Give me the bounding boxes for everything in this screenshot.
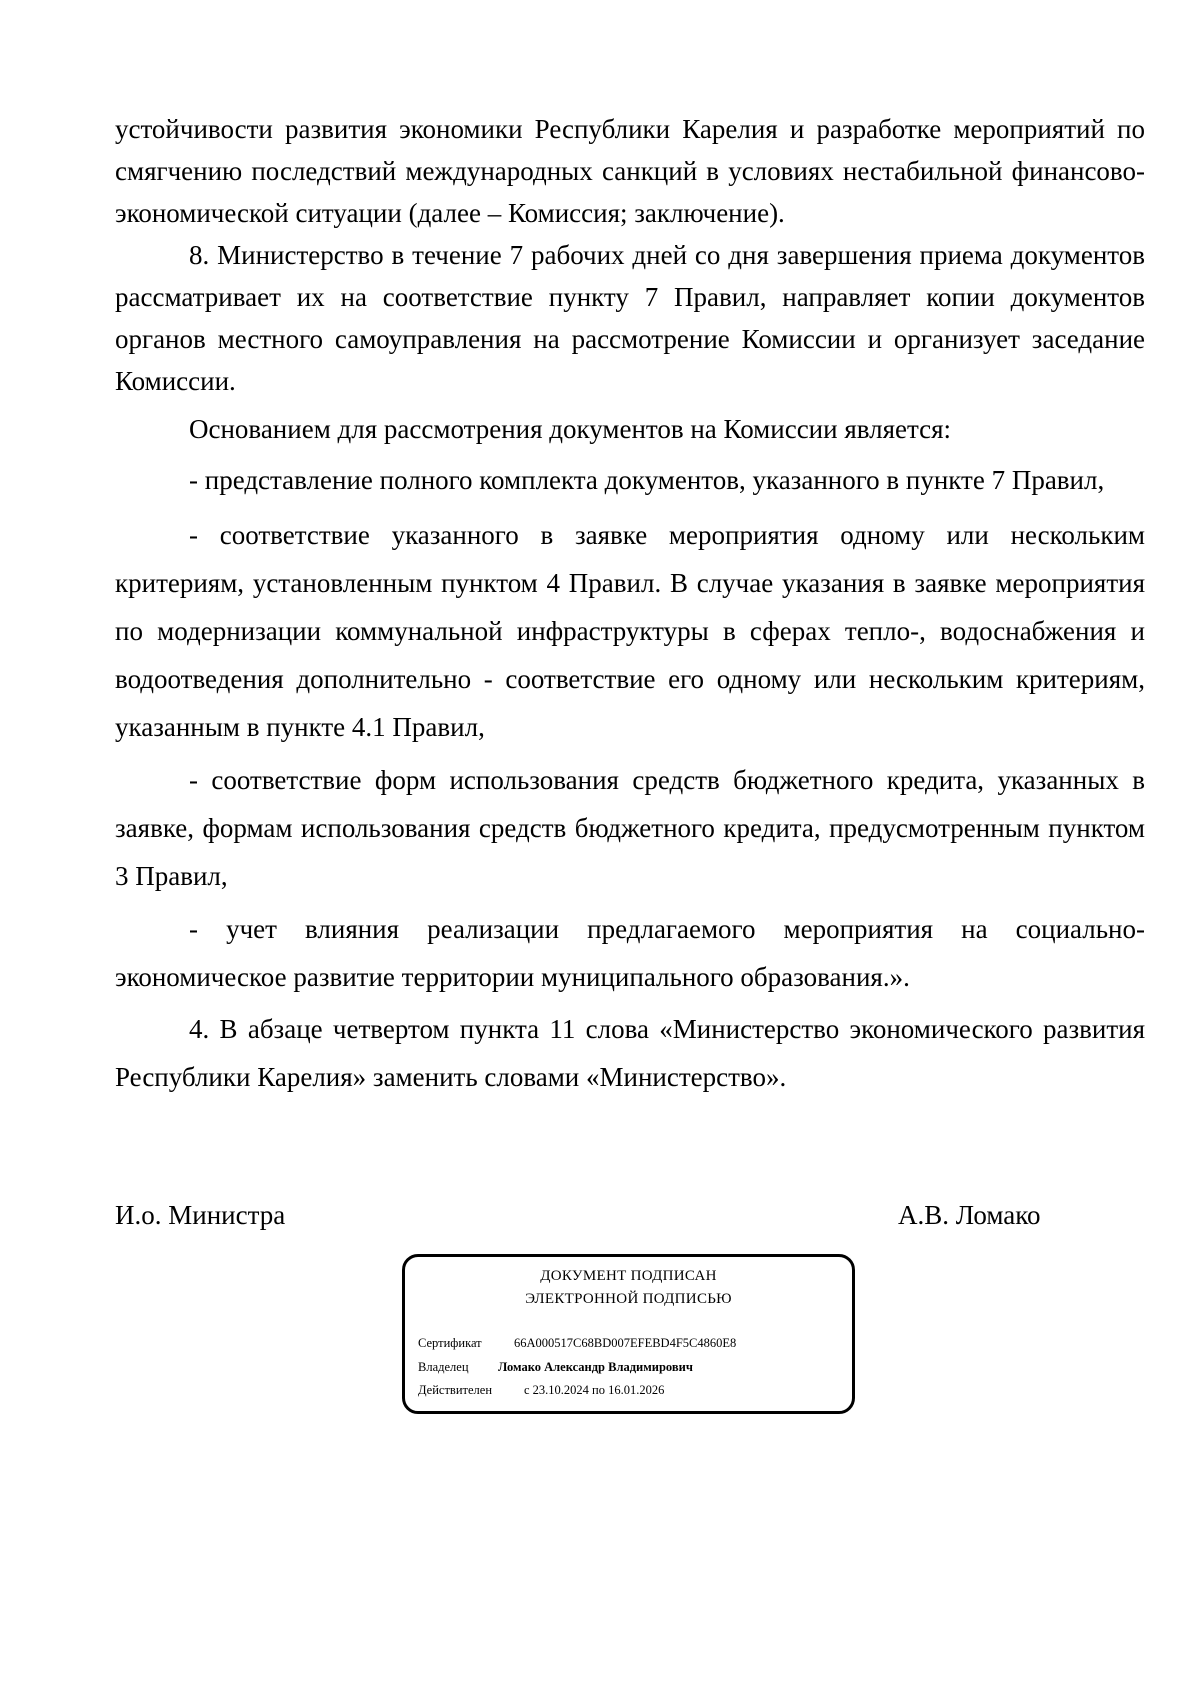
paragraph-item-4-amendment: 4. В абзаце четвертом пункта 11 слова «Министерство экономического развития Республики Карелия» заменить словами «Министерство».	[115, 1014, 1145, 1092]
paragraph-item-8: 8. Министерство в течение 7 рабочих дней со дня завершения приема документов рассматривает их на соответствие пункту 7 Правил, направляет копии документов органов местного самоуправления на рассмотрение Комиссии и организует заседание Комиссии.	[115, 240, 1145, 396]
stamp-title-line-1: ДОКУМЕНТ ПОДПИСАН	[540, 1268, 717, 1284]
stamp-certificate-value: 66A000517C68BD007EFEBD4F5C4860E8	[514, 1336, 737, 1350]
stamp-owner-value: Ломако Александр Владимирович	[498, 1360, 693, 1374]
stamp-validity-row	[418, 1381, 664, 1399]
stamp-certificate-row	[418, 1334, 736, 1352]
list-item-criteria-compliance: - соответствие указанного в заявке мероприятия одному или нескольким критериям, установленным пунктом 4 Правил. В случае указания в заявке мероприятия по модернизации коммунальной инфраструктуры в сферах тепло-, водоснабжения и водоотведения дополнительно - соответствие его одному или нескольким критериям, указанным в пункте 4.1 Правил,	[115, 520, 1145, 742]
stamp-title-line-2: ЭЛЕКТРОННОЙ ПОДПИСЬЮ	[525, 1291, 732, 1307]
stamp-owner-label: Владелец	[418, 1360, 469, 1374]
list-item-social-economic-impact: - учет влияния реализации предлагаемого мероприятия на социально-экономическое развитие территории муниципального образования.».	[115, 914, 1145, 992]
document-body	[115, 108, 1145, 1101]
paragraph-grounds-intro: Основанием для рассмотрения документов на Комиссии является:	[189, 414, 952, 444]
stamp-validity-value: с 23.10.2024 по 16.01.2026	[524, 1383, 665, 1397]
paragraph-commission-definition: устойчивости развития экономики Республики Карелия и разработке мероприятий по смягчению последствий международных санкций в условиях нестабильной финансово-экономической ситуации (далее – Комиссия; заключение).	[115, 114, 1145, 228]
signatory-name: А.В. Ломако	[898, 1200, 1041, 1230]
electronic-signature-stamp	[402, 1254, 855, 1414]
stamp-owner-row	[418, 1358, 693, 1376]
stamp-validity-label: Действителен	[418, 1383, 493, 1397]
stamp-certificate-label: Сертификат	[418, 1336, 482, 1350]
list-item-complete-documents: - представление полного комплекта документов, указанного в пункте 7 Правил,	[189, 465, 1105, 495]
signatory-position: И.о. Министра	[115, 1200, 286, 1230]
list-item-credit-forms: - соответствие форм использования средств бюджетного кредита, указанных в заявке, формам использования средств бюджетного кредита, предусмотренным пунктом 3 Правил,	[115, 765, 1145, 891]
